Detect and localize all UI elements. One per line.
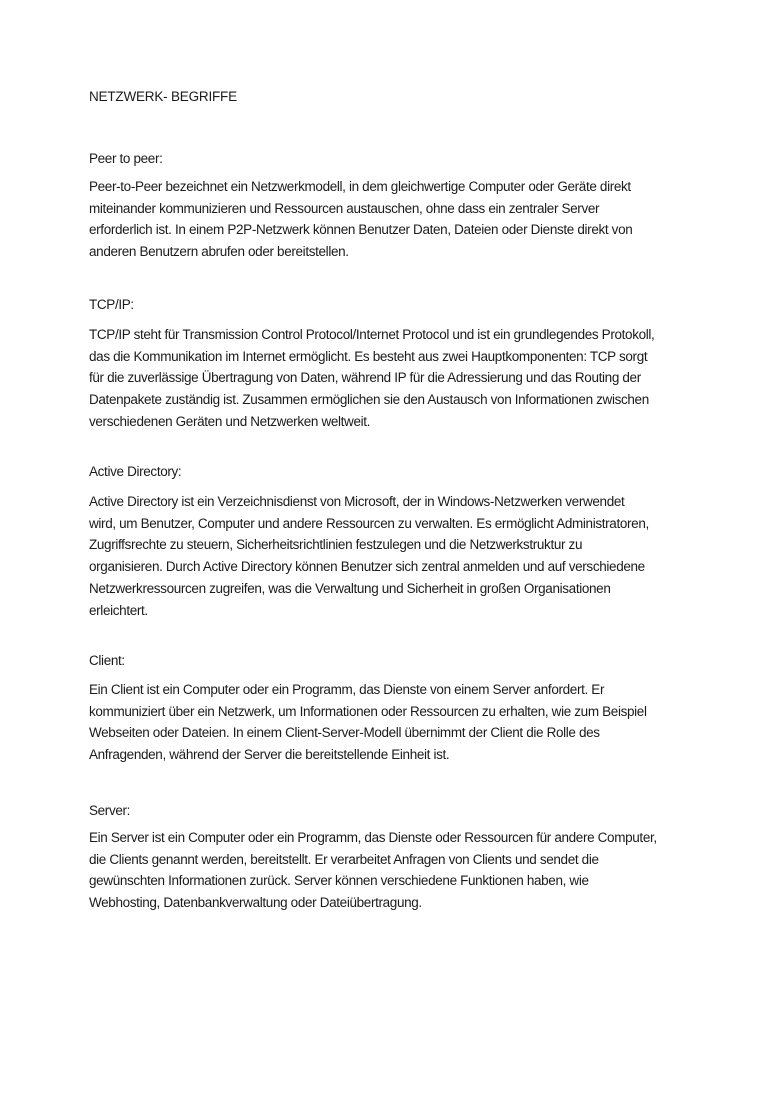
text-line: TCP/IP steht für Transmission Control Protocol/Internet Protocol und ist ein grundlegendes Protokoll, <box>89 327 655 342</box>
text-line: Active Directory ist ein Verzeichnisdienst von Microsoft, der in Windows-Netzwerken verwendet <box>89 494 625 509</box>
text-line: anderen Benutzern abrufen oder bereitstellen. <box>89 244 349 260</box>
text-line: miteinander kommunizieren und Ressourcen austauschen, ohne dass ein zentraler Server <box>89 200 600 216</box>
section-heading-active-directory: Active Directory: <box>89 464 182 479</box>
text-line: wird, um Benutzer, Computer und andere Ressourcen zu verwalten. Es ermöglicht Administratoren, <box>89 515 649 531</box>
document-title: NETZWERK- BEGRIFFE <box>89 89 237 104</box>
section-heading-server: Server: <box>89 803 131 818</box>
text-line: erleichtert. <box>89 602 148 618</box>
text-line: verschiedenen Geräten und Netzwerken weltweit. <box>89 413 371 429</box>
text-line: Netzwerkressourcen zugreifen, was die Verwaltung und Sicherheit in großen Organisationen <box>89 580 611 596</box>
text-line: Zugriffsrechte zu steuern, Sicherheitsrichtlinien festzulegen und die Netzwerkstruktur zu <box>89 537 583 553</box>
paragraph-peer-to-peer <box>89 176 632 263</box>
paragraph-server <box>89 827 657 914</box>
text-line: gewünschten Informationen zurück. Server können verschiedene Funktionen haben, wie <box>89 873 589 889</box>
paragraph-client <box>89 679 647 766</box>
text-line: die Clients genannt werden, bereitstellt. Er verarbeitet Anfragen von Clients und sendet die <box>89 851 599 867</box>
text-line: Peer-to-Peer bezeichnet ein Netzwerkmodell, in dem gleichwertige Computer oder Geräte direkt <box>89 179 631 194</box>
text-line: Datenpakete zuständig ist. Zusammen ermöglichen sie den Austausch von Informationen zwischen <box>89 392 649 408</box>
text-line: Ein Server ist ein Computer oder ein Programm, das Dienste oder Ressourcen für andere Computer, <box>89 830 657 845</box>
text-line: Anfragenden, während der Server die bereitstellende Einheit ist. <box>89 747 450 763</box>
text-line: erforderlich ist. In einem P2P-Netzwerk können Benutzer Daten, Dateien oder Dienste direkt von <box>89 222 633 238</box>
text-line: organisieren. Durch Active Directory können Benutzer sich zentral anmelden und auf verschiedene <box>89 559 645 575</box>
text-line: für die zuverlässige Übertragung von Daten, während IP für die Adressierung und das Routing der <box>89 370 641 386</box>
section-heading-tcp-ip: TCP/IP: <box>89 297 134 312</box>
text-line: Ein Client ist ein Computer oder ein Programm, das Dienste von einem Server anfordert. Er <box>89 682 605 697</box>
text-line: das die Kommunikation im Internet ermöglicht. Es besteht aus zwei Hauptkomponenten: TCP sorgt <box>89 348 648 364</box>
paragraph-active-directory <box>89 491 649 621</box>
text-line: Webseiten oder Dateien. In einem Client-Server-Modell übernimmt der Client die Rolle des <box>89 725 600 741</box>
text-line: Webhosting, Datenbankverwaltung oder Dateiübertragung. <box>89 895 422 911</box>
paragraph-tcp-ip <box>89 324 654 433</box>
section-heading-client: Client: <box>89 653 125 668</box>
section-heading-peer-to-peer: Peer to peer: <box>89 151 163 166</box>
text-line: kommuniziert über ein Netzwerk, um Informationen oder Ressourcen zu erhalten, wie zum Beispiel <box>89 703 647 719</box>
